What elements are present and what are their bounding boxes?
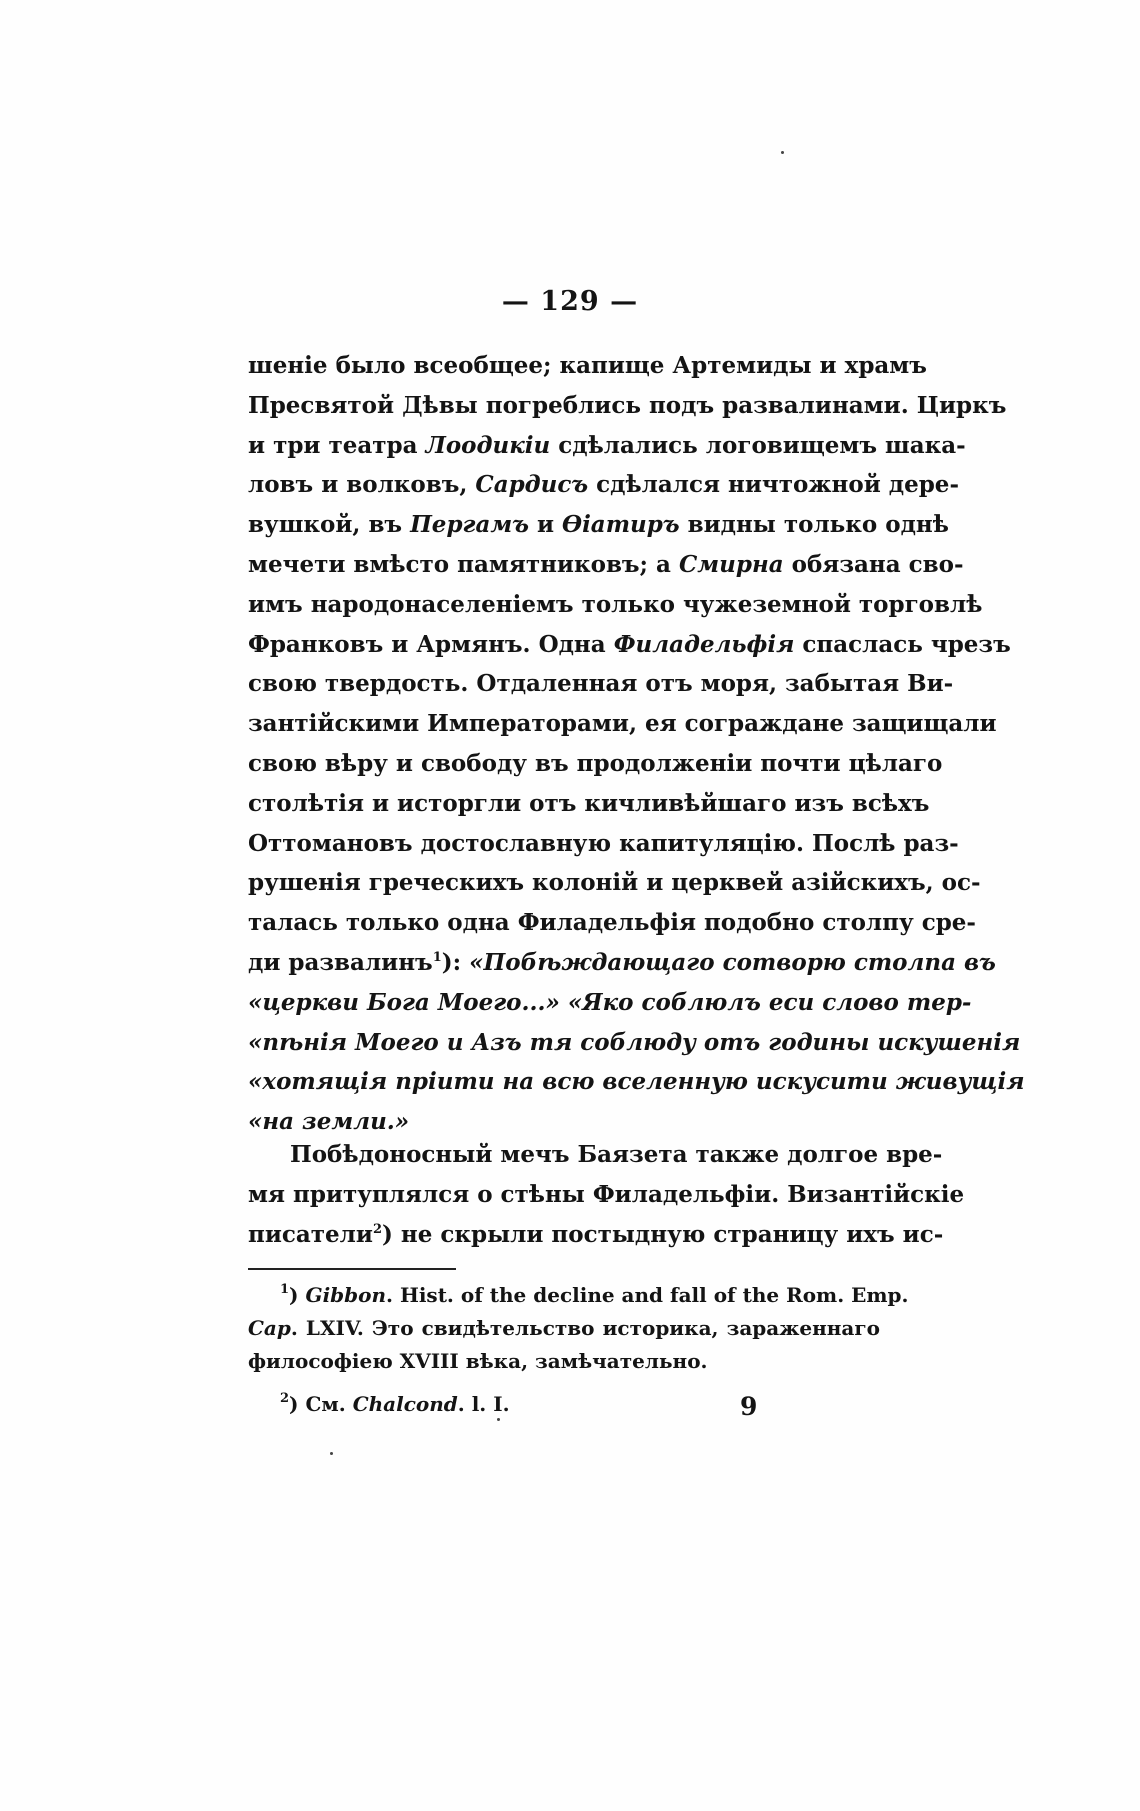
text-line: Оттомановъ достославную капитуляцію. Послѣ раз- — [248, 829, 959, 857]
print-speck — [330, 1452, 333, 1455]
quote-line: «на земли.» — [248, 1108, 410, 1136]
text-line: Пресвятой Дѣвы погреблись подъ развалинами. Циркъ — [248, 391, 1007, 419]
footnote-line: $^1$) Gibbon. Hist. of the decline and fall of the Rom. Emp. — [280, 1282, 909, 1307]
print-speck — [497, 1418, 500, 1421]
print-speck — [781, 151, 784, 154]
text-line: мя притуплялся о стѣны Филадельфіи. Византійскіе — [248, 1180, 965, 1208]
page-number: — 129 — — [501, 286, 639, 317]
text-line: столѣтія и исторгли отъ кичливѣйшаго изъ всѣхъ — [248, 789, 930, 817]
text-line: ди развалинъ$^1$): «Побѣждающаго сотворю столпа въ — [248, 948, 996, 976]
main-paragraph — [248, 346, 1025, 1142]
quote-line: «церкви Бога Моего...» «Яко соблюлъ еси слово тер- — [248, 988, 972, 1016]
footnote-line: $^2$) См. Chalcond. l. I. — [280, 1391, 510, 1416]
text-line: ловъ и волковъ, Сардисъ сдѣлался ничтожной дере- — [248, 471, 959, 499]
text-line: шеніе было всеобщее; капище Артемиды и храмъ — [248, 352, 927, 379]
second-paragraph — [248, 1135, 965, 1254]
footnotes — [248, 1279, 909, 1421]
signature-mark: 9 — [740, 1392, 758, 1421]
footnote-divider — [248, 1268, 456, 1270]
text-line: имъ народонаселеніемъ только чужеземной торговлѣ — [248, 590, 983, 618]
text-line: зантійскими Императорами, ея сограждане защищали — [248, 710, 997, 738]
text-line: Побѣдоносный мечъ Баязета также долгое вре- — [290, 1141, 943, 1168]
text-line: мечети вмѣсто памятниковъ; а Смирна обязана сво- — [248, 550, 964, 578]
text-line: писатели$^2$) не скрыли постыдную страницу ихъ ис- — [248, 1220, 944, 1248]
quote-line: «пѣнія Моего и Азъ тя соблюду отъ годины искушенія — [248, 1028, 1021, 1056]
text-line: Франковъ и Армянъ. Одна Филадельфія спаслась чрезъ — [248, 630, 1011, 658]
text-line: свою вѣру и свободу въ продолженіи почти цѣлаго — [248, 749, 943, 777]
text-line: вушкой, въ Пергамъ и Ѳіатиръ видны только однѣ — [248, 511, 949, 539]
text-line: рушенія греческихъ колоній и церквей азійскихъ, ос- — [248, 869, 981, 897]
quote-line: «хотящія пріити на всю вселенную искусити живущія — [248, 1068, 1025, 1096]
footnote-line: философіею XVIII вѣка, замѣчательно. — [248, 1349, 708, 1373]
text-line: свою твердость. Отдаленная отъ моря, забытая Ви- — [248, 670, 954, 698]
text-line: и три театра Лоодикіи сдѣлались логовищемъ шака- — [248, 431, 966, 459]
footnote-line: Cap. LXIV. Это свидѣтельство историка, зараженнаго — [248, 1316, 880, 1340]
text-line: талась только одна Филадельфія подобно столпу сре- — [248, 909, 976, 937]
